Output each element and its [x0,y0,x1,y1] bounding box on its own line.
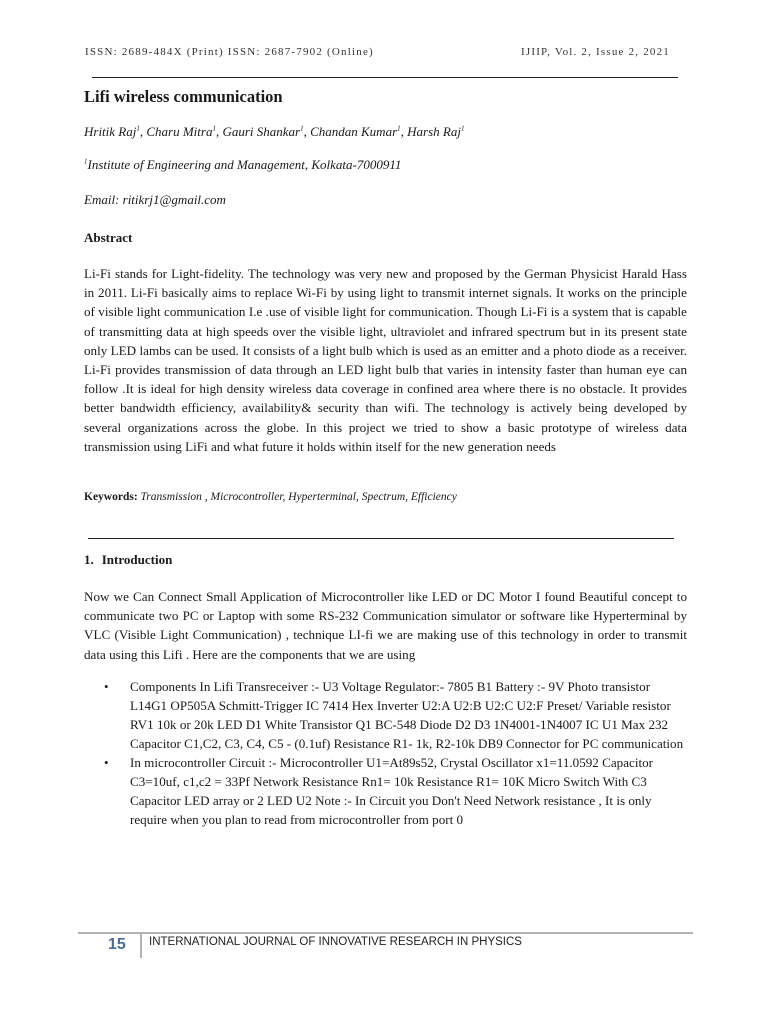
author-name: Harsh Raj [407,124,461,139]
author-affiliation-mark: 1 [136,124,140,133]
affiliation-text: Institute of Engineering and Management, Kolkata-7000911 [87,157,402,172]
list-item-text: Components In Lifi Transreceiver :- U3 Voltage Regulator:- 7805 B1 Battery :- 9V Photo transistor L14G1 OP505A Schmitt-Trigger IC 7414 Hex Inverter U2:A U2:B U2:C U2:F Preset/ Variable resistor RV1 10k or 20k LED D1 White Transistor Q1 BC-548 Diode D2 D3 1N4001-1N4007 IC U1 Max 232 Capacitor C1,C2, C3, C4, C5 - (0.1uf) Resistance R1- 1k, R2-10k DB9 Connector for PC communication [130,679,684,751]
author-affiliation-mark: 1 [300,124,304,133]
section-number: 1. [84,552,94,567]
section-divider [88,538,674,539]
author-name: Charu Mitra [146,124,213,139]
keywords-label: Keywords: [84,491,138,503]
bullet-icon: • [104,679,109,694]
keywords [84,491,457,503]
author-name: Gauri Shankar [222,124,301,139]
running-header-citation: IJIIP, Vol. 2, Issue 2, 2021 [520,46,670,58]
header-divider [92,77,678,78]
affiliation-mark: 1 [84,157,88,166]
affiliation [84,157,401,173]
bullet-icon: • [104,755,109,770]
list-item [104,677,687,753]
author-name: Chandan Kumar [310,124,398,139]
keywords-text: Transmission , Microcontroller, Hyperterminal, Spectrum, Efficiency [140,491,457,503]
list-item-text: In microcontroller Circuit :- Microcontroller U1=At89s52, Crystal Oscillator x1=11.0592 Capacitor C3=10uf, c1,c2 = 33Pf Network Resistance Rn1= 10k Resistance R1= 10K Micro Switch With C3 Capacitor LED array or 2 LED U2 Note :- In Circuit you Don't Need Network resistance , It is only require when you plan to read from microcontroller from port 0 [130,755,654,827]
journal-name: INTERNATIONAL JOURNAL OF INNOVATIVE RESEARCH IN PHYSICS [149,936,522,948]
page-number: 15 [108,936,126,953]
footer-separator [140,932,142,958]
section-title: Introduction [101,552,173,567]
abstract-text: Li-Fi stands for Light-fidelity. The technology was very new and proposed by the German Physicist Harald Hass in 2011. Li-Fi basically aims to replace Wi-Fi by using light to transmit internet signals. It works on the principle of visible light communication I.e .use of visible light for communication. Though Li-Fi is a system that is capable of transmitting data at high speeds over the visible light, ultraviolet and infrared spectrum but in its present state only LED lambs can be used. It consists of a light bulb which is used as an emitter and a photo diode as a receiver. Li-Fi provides transmission of data through an LED light bulb that varies in intensity faster than human eye can follow .It is ideal for high density wireless data coverage in confined area where there is no obstacle. It provides better bandwidth efficiency, availability& security than wifi. The technology is actively being developed by several organizations across the globe. In this project we tried to show a basic prototype of wireless data transmission using LiFi and what future it holds within itself for the new generation needs [84,266,687,454]
author-name: Hritik Raj [84,124,137,139]
list-item [104,753,687,829]
author-list: Hritik Raj$^1$, Charu Mitra$^1$, Gauri Shankar$^1$, Chandan Kumar$^1$, Harsh Raj$^1$ [84,124,465,139]
contact-email: Email: ritikrj1@gmail.com [84,192,226,207]
author-affiliation-mark: 1 [460,124,465,133]
running-header-issn: ISSN: 2689-484X (Print) ISSN: 2687-7902 (Online) [85,46,374,58]
author-affiliation-mark: 1 [397,124,401,133]
author-affiliation-mark: 1 [212,124,216,133]
abstract-heading: Abstract [84,230,133,245]
section-heading-introduction [84,552,172,568]
footer-divider [78,932,693,934]
component-list [104,677,687,829]
paper-title: Lifi wireless communication [84,87,283,106]
introduction-text: Now we Can Connect Small Application of Microcontroller like LED or DC Motor I found Beautiful concept to communicate two PC or Laptop with some RS-232 Communication simulator or software like Hyperterminal by VLC (Visible Light Communication) , technique LI-fi we are making use of this technology in order to transmit data using this Lifi . Here are the components that we are using [84,589,687,662]
